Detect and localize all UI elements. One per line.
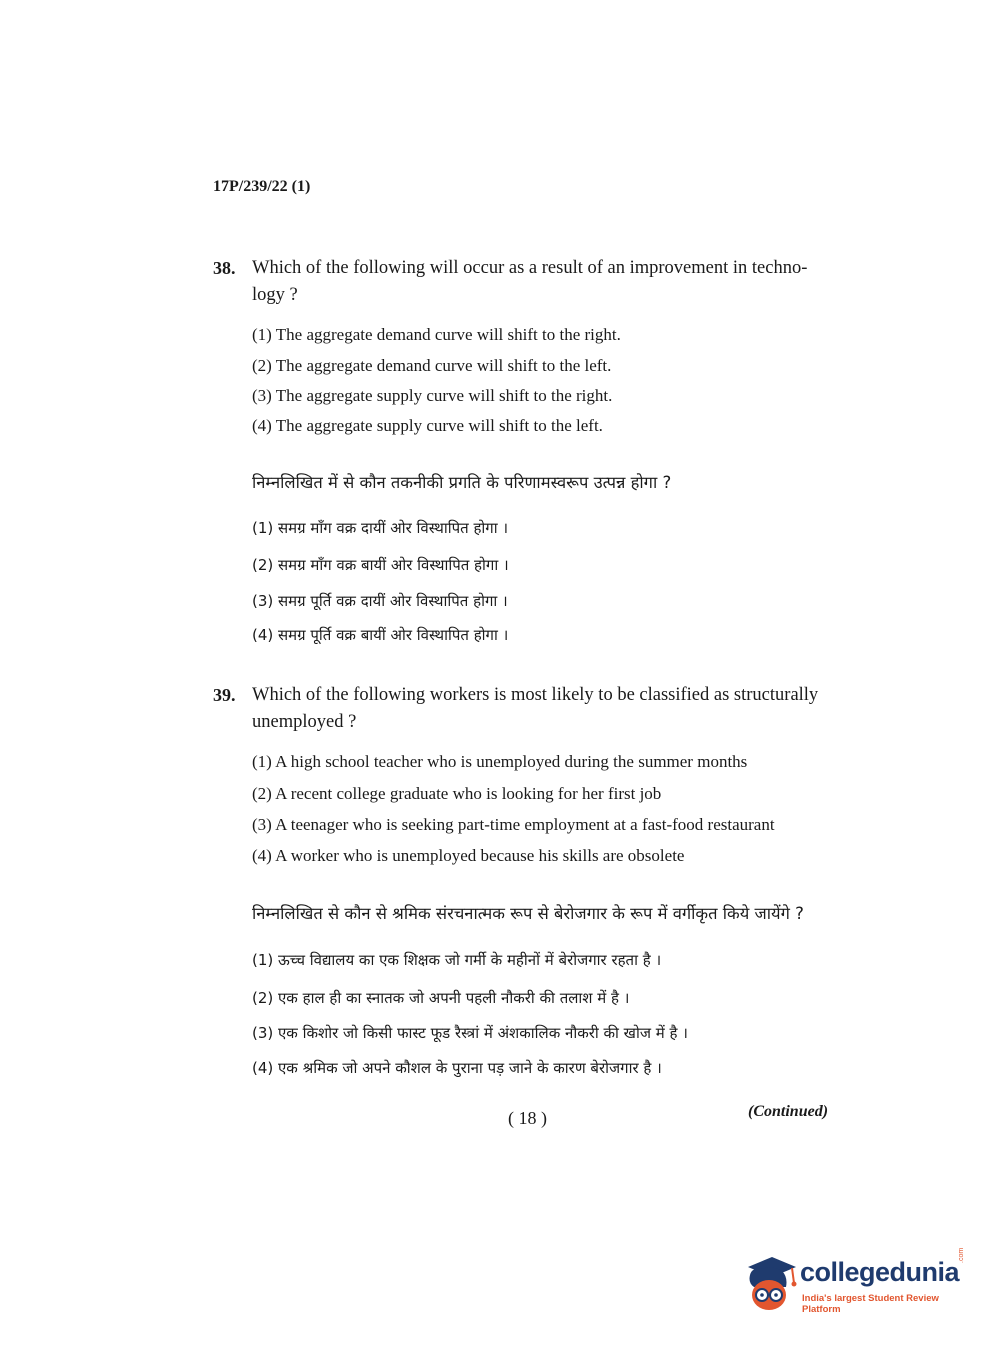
brand-name: collegedunia bbox=[800, 1257, 960, 1287]
brand-domain: .com bbox=[958, 1247, 965, 1263]
option-hindi: (3) समग्र पूर्ति वक्र दायीं ओर विस्थापित होगा । bbox=[252, 592, 508, 610]
option-english: (4) The aggregate supply curve will shift to the left. bbox=[252, 416, 603, 435]
paper-code: 17P/239/22 (1) bbox=[213, 178, 311, 195]
option-hindi: (4) एक श्रमिक जो अपने कौशल के पुराना पड़ जाने के कारण बेरोजगार है । bbox=[252, 1059, 662, 1077]
question-text-hindi: निम्नलिखित से कौन से श्रमिक संरचनात्मक रूप से बेरोजगार के रूप में वर्गीकृत किये जायेंगे ? bbox=[252, 904, 804, 923]
question-number: 39. bbox=[213, 685, 236, 705]
option-english: (1) The aggregate demand curve will shift to the right. bbox=[252, 325, 621, 344]
option-english: (1) A high school teacher who is unemployed during the summer months bbox=[252, 752, 748, 771]
question-text-english: Which of the following will occur as a result of an improvement in techno-logy ? bbox=[252, 258, 808, 305]
brand-tagline: India's largest Student Review Platform bbox=[802, 1293, 939, 1315]
page-number: ( 18 ) bbox=[508, 1108, 547, 1128]
option-hindi: (1) समग्र माँग वक्र दायीं ओर विस्थापित होगा । bbox=[252, 519, 509, 537]
option-hindi: (4) समग्र पूर्ति वक्र बायीं ओर विस्थापित होगा । bbox=[252, 626, 509, 644]
option-hindi: (3) एक किशोर जो किसी फास्ट फूड रैस्त्रां में अंशकालिक नौकरी की खोज में है । bbox=[252, 1024, 688, 1042]
option-hindi: (2) एक हाल ही का स्नातक जो अपनी पहली नौकरी की तलाश में है । bbox=[252, 989, 630, 1007]
question-number: 38. bbox=[213, 258, 236, 278]
question-text-hindi: निम्नलिखित में से कौन तकनीकी प्रगति के परिणामस्वरूप उत्पन्न होगा ? bbox=[252, 473, 672, 492]
continued-label: (Continued) bbox=[748, 1103, 829, 1120]
option-english: (2) The aggregate demand curve will shift to the left. bbox=[252, 356, 612, 375]
option-english: (2) A recent college graduate who is looking for her first job bbox=[252, 784, 662, 803]
option-hindi: (1) ऊच्च विद्यालय का एक शिक्षक जो गर्मी के महीनों में बेरोजगार रहता है । bbox=[252, 951, 662, 969]
option-hindi: (2) समग्र माँग वक्र बायीं ओर विस्थापित होगा । bbox=[252, 556, 509, 574]
option-english: (4) A worker who is unemployed because his skills are obsolete bbox=[252, 846, 685, 865]
student-mascot-icon bbox=[742, 1253, 800, 1313]
option-english: (3) A teenager who is seeking part-time employment at a fast-food restaurant bbox=[252, 815, 775, 834]
collegedunia-logo bbox=[742, 1247, 972, 1315]
question-text-english: Which of the following workers is most likely to be classified as structurally unemployed ? bbox=[252, 685, 819, 732]
option-english: (3) The aggregate supply curve will shift to the right. bbox=[252, 386, 613, 405]
